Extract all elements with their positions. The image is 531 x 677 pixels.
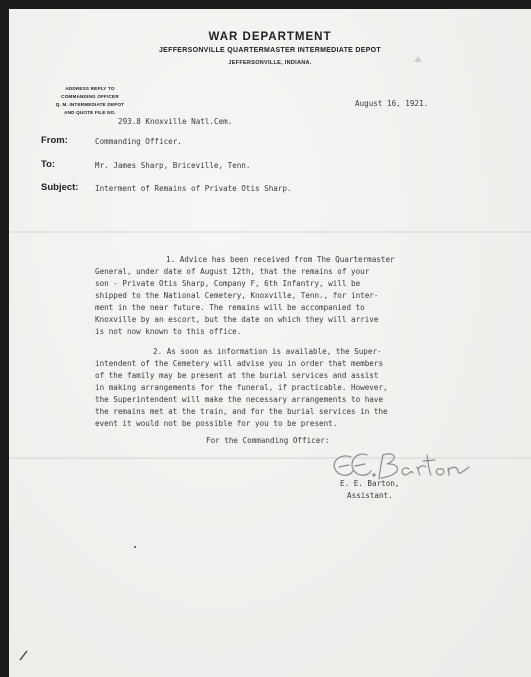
from-label: From: [41,135,68,146]
body-line: son - Private Otis Sharp, Company F, 6th Infantry, will be [95,279,361,288]
ink-speck [134,546,136,548]
body-line: ment in the near future. The remains will be accompanied to [95,303,365,312]
file-number: 293.8 Knoxville Natl.Cem. [118,117,233,126]
body-line: 2. As soon as information is available, the Super- [153,347,382,356]
to-value: Mr. James Sharp, Briceville, Tenn. [95,161,251,170]
body-line: 1. Advice has been received from The Quartermaster [166,255,395,264]
subject-label: Subject: [41,182,79,193]
body-line: the Superintendent will make the necessary arrangements to have [95,395,384,404]
body-line: event it would not be possible for you to be present. [95,419,338,428]
signer-name: E. E. Barton, [340,479,400,488]
address-reply-line: ADDRESS REPLY TO [65,86,115,91]
address-reply-line: Q. M. INTERMEDIATE DEPOT [55,102,125,107]
pen-mark-icon [19,649,29,661]
body-line: the remains met at the train, and for the burial services in the [95,407,388,416]
letter-date: August 16, 1921. [355,99,429,108]
letterhead-city: JEFFERSONVILLE, INDIANA. [228,60,312,66]
from-value: Commanding Officer. [95,137,182,146]
body-line: intendent of the Cemetery will advise you in order that members [95,359,384,368]
body-line: is not now known to this office. [95,327,242,336]
body-line: of the family may be present at the burial services and assist [95,371,379,380]
body-line: in making arrangements for the funeral, if practicable. However, [95,383,388,392]
letterhead-title: WAR DEPARTMENT [208,31,332,43]
address-reply-block [35,85,145,117]
address-reply-line: AND QUOTE FILE NO. [64,110,116,115]
closing-for-line: For the Commanding Officer: [206,436,330,445]
address-reply-line: COMMANDING OFFICER [61,94,119,99]
body-line: General, under date of August 12th, that the remains of your [95,267,370,276]
letter-page [9,9,531,677]
signer-title: Assistant. [347,491,393,500]
letterhead-subtitle: JEFFERSONVILLE QUARTERMASTER INTERMEDIATE DEPOT [158,47,382,54]
fold-line [9,231,531,233]
subject-value: Interment of Remains of Private Otis Sharp. [95,184,292,193]
to-label: To: [41,159,56,170]
body-line: Knoxville by an escort, but the date on which they will arrive [95,315,379,324]
body-line: shipped to the National Cemetery, Knoxville, Tenn., for inter- [95,291,379,300]
